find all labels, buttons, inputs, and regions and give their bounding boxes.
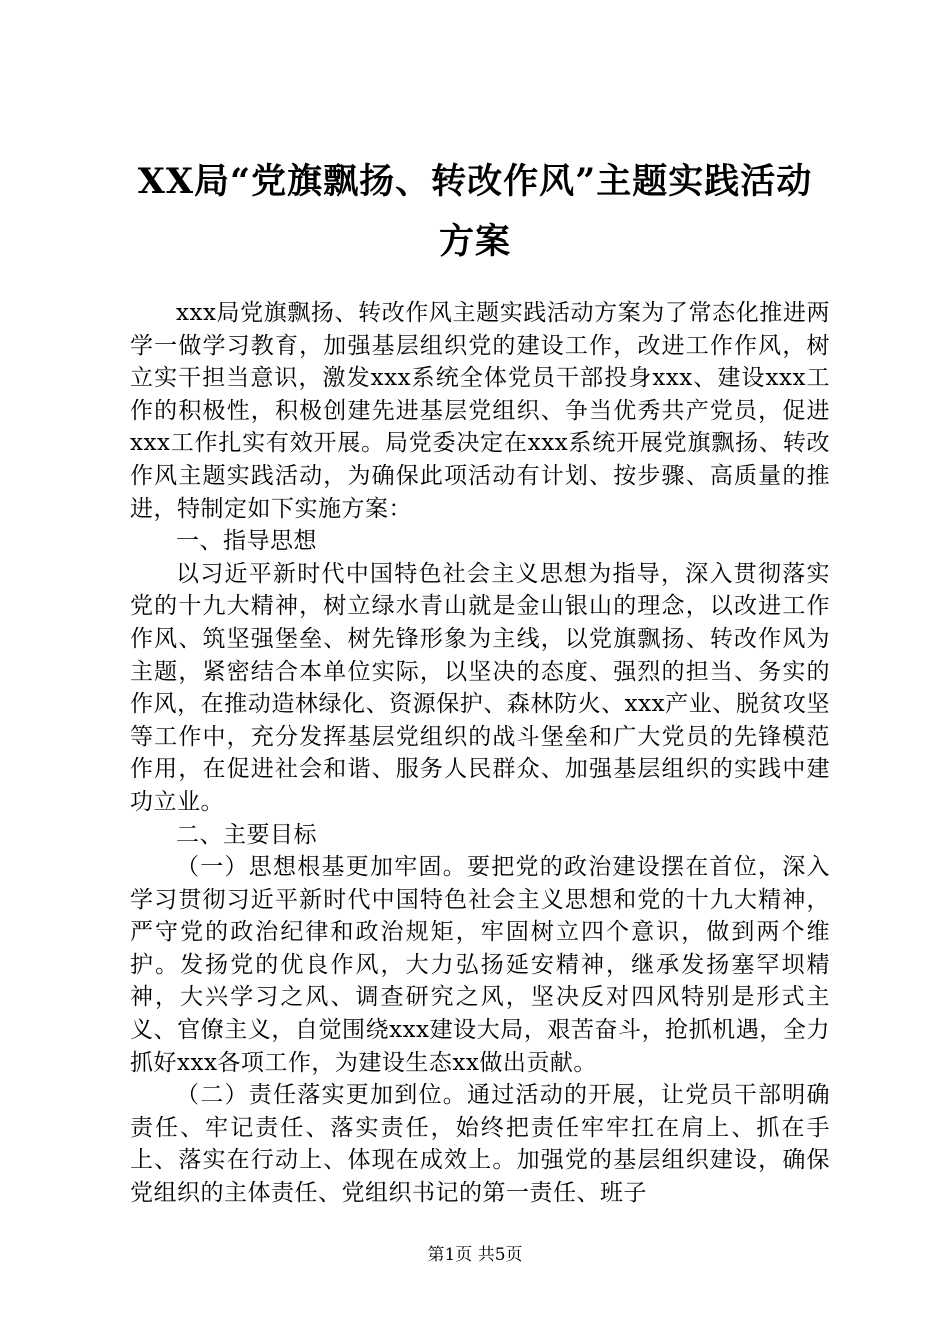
section-heading-guiding-ideology: 一、指导思想 (176, 528, 317, 555)
goal-1-paragraph: （一）思想根基更加牢固。要把党的政治建设摆在首位，深入学习贯彻习近平新时代中国特色社会主义思想和党的十九大精神，严守党的政治纪律和政治规矩，牢固树立四个意识，做到两个维护。发扬党的优良作风，大力弘扬延安精神，继承发扬塞罕坝精神，大兴学习之风、调查研究之风，坚决反对四风特别是形式主义、官僚主义，自觉围绕xxx建设大局，艰苦奋斗，抢抓机遇，全力抓好xxx各项工作，为建设生态xx做出贡献。 (130, 854, 830, 1076)
intro-paragraph: xxx局党旗飘扬、转改作风主题实践活动方案为了常态化推进两学一做学习教育，加强基层组织党的建设工作，改进工作作风，树立实干担当意识，激发xxx系统全体党员干部投身xxx、建设xxx工作的积极性，积极创建先进基层党组织、争当优秀共产党员，促进xxx工作扎实有效开展。局党委决定在xxx系统开展党旗飘扬、转改作风主题实践活动，为确保此项活动有计划、按步骤、高质量的推进，特制定如下实施方案： (130, 300, 830, 522)
section-heading-main-goals: 二、主要目标 (176, 821, 317, 848)
document-body (130, 297, 830, 1210)
goal-2-paragraph: （二）责任落实更加到位。通过活动的开展，让党员干部明确责任、牢记责任、落实责任，始终把责任牢牢扛在肩上、抓在手上、落实在行动上、体现在成效上。加强党的基层组织建设，确保党组织的主体责任、党组织书记的第一责任、班子 (130, 1082, 830, 1207)
page-footer: 第1页 共5页 (427, 1245, 523, 1265)
document-title-line-2: 方案 (438, 221, 511, 262)
guiding-ideology-paragraph: 以习近平新时代中国特色社会主义思想为指导，深入贯彻落实党的十九大精神，树立绿水青山就是金山银山的理念，以改进工作作风、筑坚强堡垒、树先锋形象为主线，以党旗飘扬、转改作风为主题，紧密结合本单位实际，以坚决的态度、强烈的担当、务实的作风，在推动造林绿化、资源保护、森林防火、xxx产业、脱贫攻坚等工作中，充分发挥基层党组织的战斗堡垒和广大党员的先锋模范作用，在促进社会和谐、服务人民群众、加强基层组织的实践中建功立业。 (130, 560, 830, 815)
document-title-line-1: XX局“党旗飘扬、转改作风”主题实践活动 (137, 161, 813, 202)
